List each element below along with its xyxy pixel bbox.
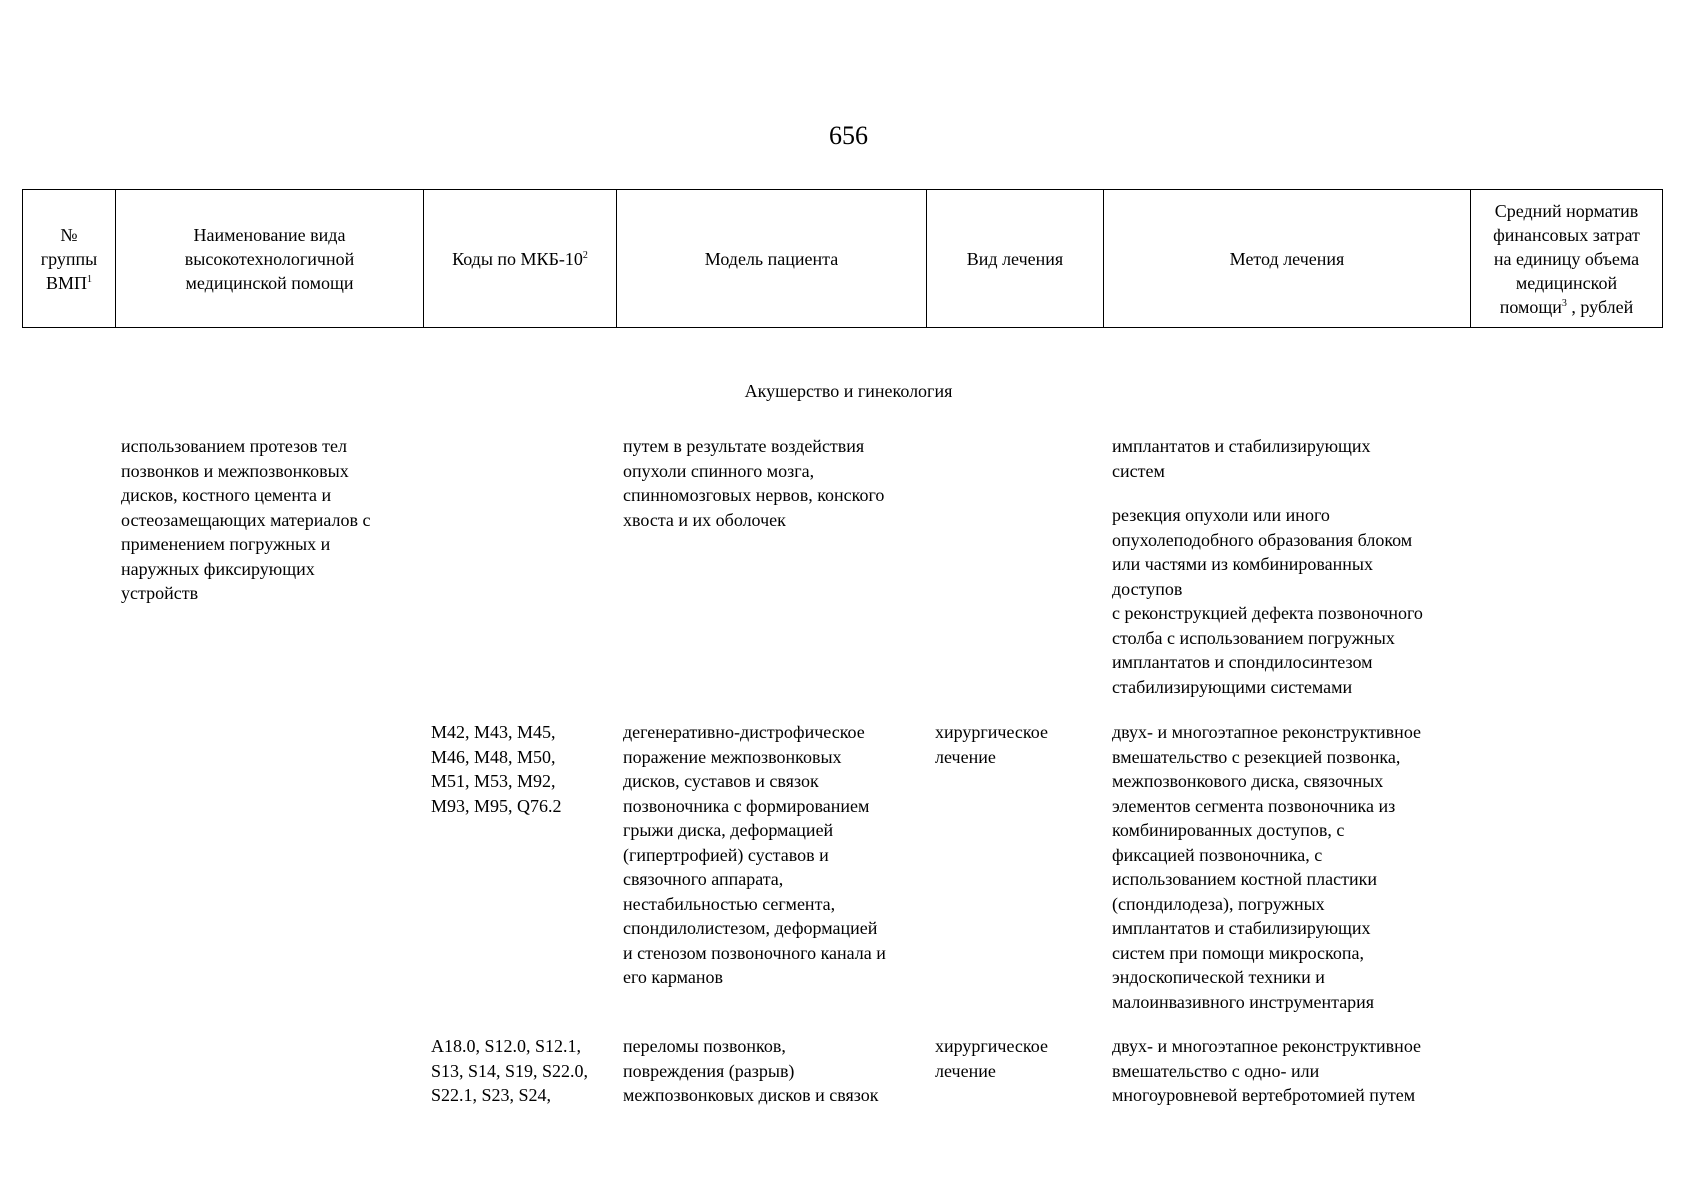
header-col6-text: Метод лечения — [1229, 248, 1345, 269]
text-line: позвоночника с формированием — [623, 795, 870, 816]
text-line: с реконструкцией дефекта позвоночного — [1112, 603, 1423, 623]
text-line: имплантатов и стабилизирующих — [1112, 436, 1371, 456]
cell-icd-codes-2 — [431, 720, 562, 818]
header-col7-line: финансовых затрат — [1493, 224, 1640, 245]
text-line: M42, M43, M45, — [431, 722, 556, 742]
text-line: имплантатов и спондилосинтезом — [1112, 652, 1373, 672]
header-col-group-number — [23, 190, 116, 328]
text-line: систем — [1112, 460, 1165, 481]
text-line: применением погружных и — [121, 534, 331, 554]
text-line: спондилолистезом, деформацией — [623, 918, 878, 938]
text-line: S13, S14, S19, S22.0, — [431, 1060, 589, 1081]
header-col1-line: группы — [40, 248, 98, 269]
cell-patient-model-1 — [623, 434, 884, 532]
text-line: опухоли спинного мозга, — [623, 460, 815, 481]
text-line: межпозвонковых дисков и связок — [623, 1085, 879, 1105]
text-line: использованием костной пластики — [1112, 869, 1377, 889]
page-number: 656 — [829, 121, 868, 150]
header-col1-line: ВМП — [45, 272, 87, 293]
text-line: вмешательство с резекцией позвонка, — [1112, 746, 1401, 767]
text-line: имплантатов и стабилизирующих — [1112, 918, 1371, 938]
text-line: систем при помощи микроскопа, — [1112, 942, 1364, 963]
text-line: фиксацией позвоночника, с — [1112, 844, 1323, 865]
text-line: дисков, костного цемента и — [121, 485, 332, 505]
text-line: остеозамещающих материалов с — [121, 509, 371, 530]
text-line: двух- и многоэтапное реконструктивное — [1112, 722, 1422, 742]
text-line: нестабильностью сегмента, — [623, 893, 836, 914]
footnote-ref: 2 — [582, 249, 588, 261]
text-line: (спондилодеза), погружных — [1112, 893, 1325, 914]
text-line: наружных фиксирующих — [121, 558, 315, 579]
header-col-patient-model — [617, 190, 927, 328]
header-col-icd-codes — [424, 190, 617, 328]
text-line: опухолеподобного образования блоком — [1112, 529, 1413, 550]
text-line: его карманов — [623, 967, 724, 987]
text-line: и стенозом позвоночного канала и — [623, 942, 886, 963]
text-line: хирургическое — [935, 1036, 1048, 1056]
text-line: эндоскопической техники и — [1112, 967, 1325, 987]
text-line: столба с использованием погружных — [1112, 627, 1395, 648]
text-line: устройств — [121, 583, 199, 603]
text-line: S22.1, S23, S24, — [431, 1085, 552, 1105]
header-col-cost-standard — [1471, 190, 1663, 328]
text-line: двух- и многоэтапное реконструктивное — [1112, 1036, 1422, 1056]
text-line: хирургическое — [935, 722, 1048, 742]
text-line: путем в результате воздействия — [623, 436, 865, 456]
footnote-ref: 3 — [1561, 297, 1567, 309]
text-line: грыжи диска, деформацией — [623, 820, 834, 840]
section-title: Акушерство и гинекология — [744, 381, 953, 401]
text-line: переломы позвонков, — [623, 1036, 786, 1056]
header-col4-text: Модель пациента — [704, 248, 839, 269]
cell-method-1b — [1112, 503, 1423, 699]
header-col7-line: помощи — [1499, 296, 1562, 317]
text-line: дегенеративно-дистрофическое — [623, 722, 865, 742]
text-line: доступов — [1112, 578, 1183, 599]
header-col1-line: № — [60, 224, 78, 245]
text-line: многоуровневой вертебротомией путем — [1112, 1085, 1416, 1105]
header-col-care-type — [116, 190, 424, 328]
cell-method-1a — [1112, 434, 1371, 483]
text-line: малоинвазивного инструментария — [1112, 991, 1375, 1012]
text-line: вмешательство с одно- или — [1112, 1060, 1320, 1081]
table-header — [22, 189, 1663, 328]
text-line: элементов сегмента позвоночника из — [1112, 795, 1396, 816]
text-line: A18.0, S12.0, S12.1, — [431, 1036, 582, 1056]
cell-treatment-type-3 — [935, 1034, 1048, 1083]
text-line: хвоста и их оболочек — [623, 509, 786, 530]
cell-care-name — [121, 434, 370, 606]
text-line: M51, M53, M92, — [431, 771, 556, 791]
text-line: резекция опухоли или иного — [1112, 505, 1330, 525]
text-line: стабилизирующими системами — [1112, 676, 1353, 697]
text-line: дисков, суставов и связок — [623, 771, 819, 791]
text-line: лечение — [935, 746, 996, 767]
cell-icd-codes-3 — [431, 1034, 588, 1108]
cell-method-3 — [1112, 1034, 1421, 1108]
text-line: спинномозговых нервов, конского — [623, 485, 885, 505]
header-col2-line: Наименование вида — [193, 224, 346, 245]
text-line: использованием протезов тел — [121, 436, 347, 456]
text-line: M93, M95, Q76.2 — [431, 795, 562, 816]
header-col-treatment-method — [1104, 190, 1471, 328]
cell-patient-model-3 — [623, 1034, 879, 1108]
text-line: или частями из комбинированных — [1112, 554, 1373, 574]
header-col7-line: Средний норматив — [1494, 200, 1639, 221]
text-line: повреждения (разрыв) — [623, 1060, 795, 1081]
cell-treatment-type-2 — [935, 720, 1048, 769]
footnote-ref: 1 — [87, 273, 92, 285]
text-line: позвонков и межпозвонковых — [121, 460, 349, 481]
text-line: связочного аппарата, — [623, 869, 784, 889]
text-line: лечение — [935, 1060, 996, 1081]
header-col7-line: медицинской — [1515, 272, 1618, 293]
text-line: поражение межпозвонковых — [623, 746, 842, 767]
text-line: M46, M48, M50, — [431, 746, 556, 767]
header-col2-line: медицинской помощи — [185, 272, 354, 293]
header-col7-line: на единицу объема — [1493, 248, 1640, 269]
cell-method-2 — [1112, 720, 1421, 1014]
header-col-treatment-type — [927, 190, 1104, 328]
text-line: комбинированных доступов, с — [1112, 820, 1345, 840]
text-line: (гипертрофией) суставов и — [623, 844, 829, 865]
cell-patient-model-2 — [623, 720, 886, 990]
header-col7-line: , рублей — [1566, 296, 1634, 317]
header-col5-text: Вид лечения — [966, 248, 1064, 269]
header-col2-line: высокотехнологичной — [184, 248, 355, 269]
text-line: межпозвонкового диска, связочных — [1112, 771, 1384, 791]
header-col3-text: Коды по МКБ-10 — [452, 248, 583, 269]
